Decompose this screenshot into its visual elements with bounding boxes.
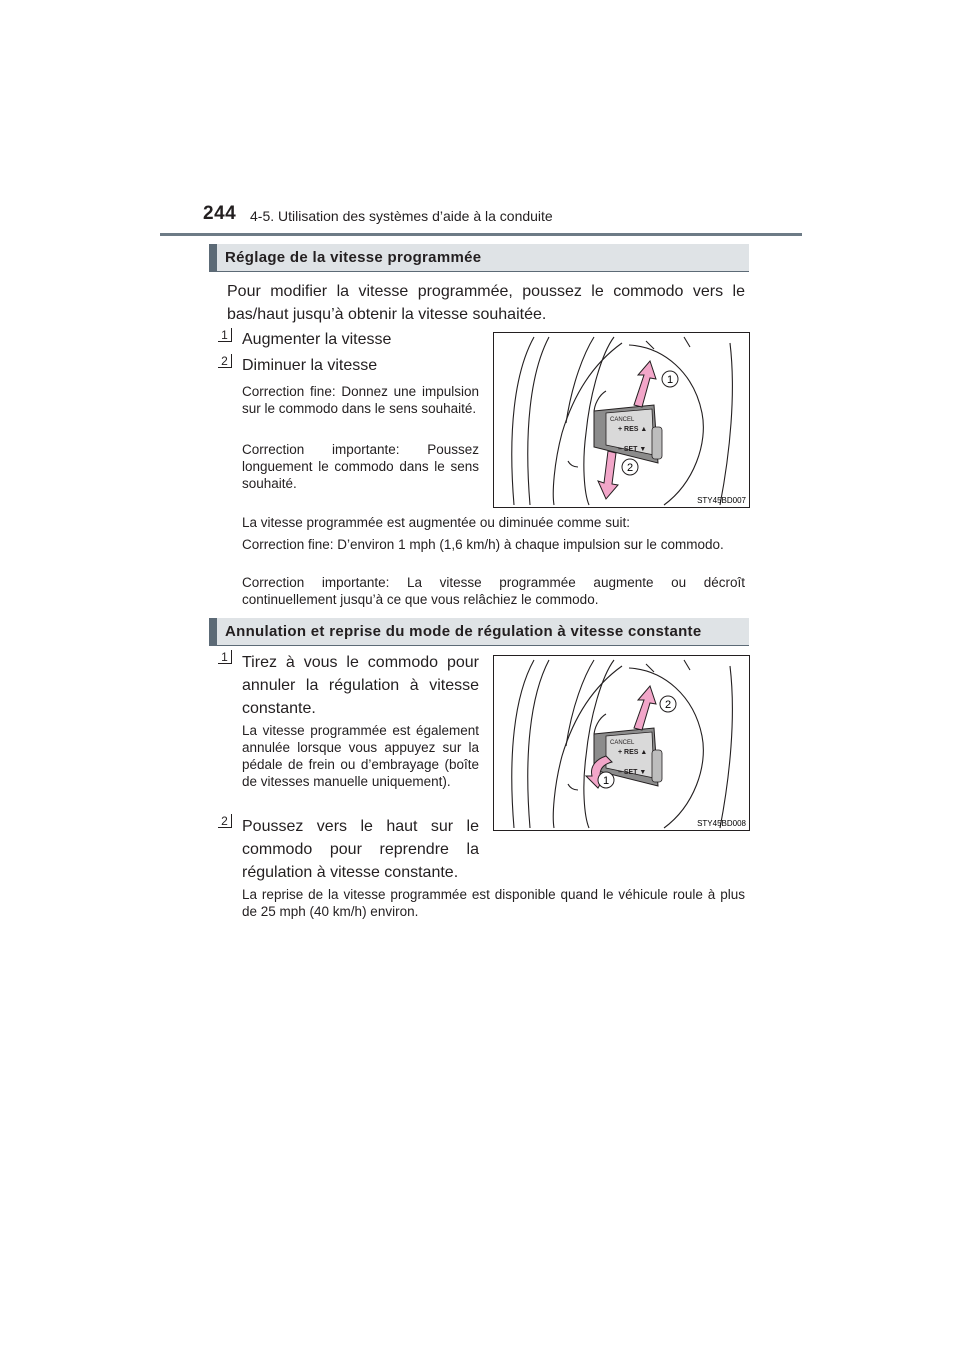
final-note-resume: La reprise de la vitesse programmée est disponible quand le véhicule roule à plus de 25 mph (40 km/h) environ. — [242, 887, 745, 919]
note-fine-correction: Correction fine: Donnez une impulsion sur le commodo dans le sens souhaité. — [242, 384, 479, 416]
after-text-3: Correction importante: La vitesse programmée augmente ou décroît continuellement jusqu’à ce que vous relâchiez le commodo. — [242, 575, 745, 607]
lever-illustration — [494, 333, 749, 507]
figure-lever-speed-adjust — [493, 332, 750, 508]
item-number-2: 2 — [218, 354, 232, 368]
lever-set-label: – SET ▼ — [618, 769, 647, 776]
lever-cancel-label: CANCEL — [610, 740, 635, 746]
figure1-caption: STY45BD007 — [697, 496, 746, 505]
figure-lever-cancel-resume — [493, 655, 750, 831]
lever-cancel-label: CANCEL — [610, 417, 635, 423]
figure2-caption: STY45BD008 — [697, 819, 746, 828]
arrow-up-icon — [634, 361, 656, 407]
item-number-2: 2 — [218, 814, 232, 828]
figure1-label-2: 2 — [626, 462, 634, 474]
lever-res-label: + RES ▲ — [618, 426, 648, 433]
item-decrease-speed: Diminuer la vitesse — [242, 357, 378, 374]
item-cancel-cruise: Tirez à vous le commodo pour annuler la régulation à vitesse constante. — [242, 654, 479, 717]
figure1-label-1: 1 — [666, 374, 674, 386]
section-title: Annulation et reprise du mode de régulation à vitesse constante — [225, 623, 702, 640]
after-text-2: Correction fine: D’environ 1 mph (1,6 km/h) à chaque impulsion sur le commodo. — [242, 537, 724, 552]
lever-res-label: + RES ▲ — [618, 749, 648, 756]
after-text-1: La vitesse programmée est augmentée ou diminuée comme suit: — [242, 515, 630, 530]
section-heading-cancel-resume — [209, 618, 749, 646]
section-title: Réglage de la vitesse programmée — [225, 249, 482, 266]
figure2-label-2: 2 — [664, 699, 672, 711]
page-number: 244 — [203, 203, 237, 224]
note-major-correction: Correction importante: Poussez longuement le commodo dans le sens souhaité. — [242, 442, 479, 491]
lever-set-label: – SET ▼ — [618, 446, 647, 453]
arrow-up-icon — [634, 686, 656, 730]
header-rule — [160, 233, 802, 236]
item-number-1: 1 — [218, 650, 232, 664]
figure2-label-1: 1 — [602, 775, 610, 787]
note-cancel-brake: La vitesse programmée est également annulée lorsque vous appuyez sur la pédale de frein ou d’embrayage (boîte de vitesses manuelle uniquement). — [242, 723, 479, 789]
lever-body — [594, 405, 662, 463]
intro-paragraph: Pour modifier la vitesse programmée, poussez le commodo vers le bas/haut jusqu’à obtenir la vitesse souhaitée. — [227, 283, 745, 323]
chapter-title: 4-5. Utilisation des systèmes d’aide à la conduite — [250, 208, 553, 224]
arrow-down-icon — [598, 451, 618, 499]
item-increase-speed: Augmenter la vitesse — [242, 331, 392, 348]
item-number-1: 1 — [218, 328, 232, 342]
item-resume-cruise: Poussez vers le haut sur le commodo pour reprendre la régulation à vitesse constante. — [242, 818, 479, 881]
lever-illustration — [494, 656, 749, 830]
section-heading-speed-setting — [209, 244, 749, 272]
